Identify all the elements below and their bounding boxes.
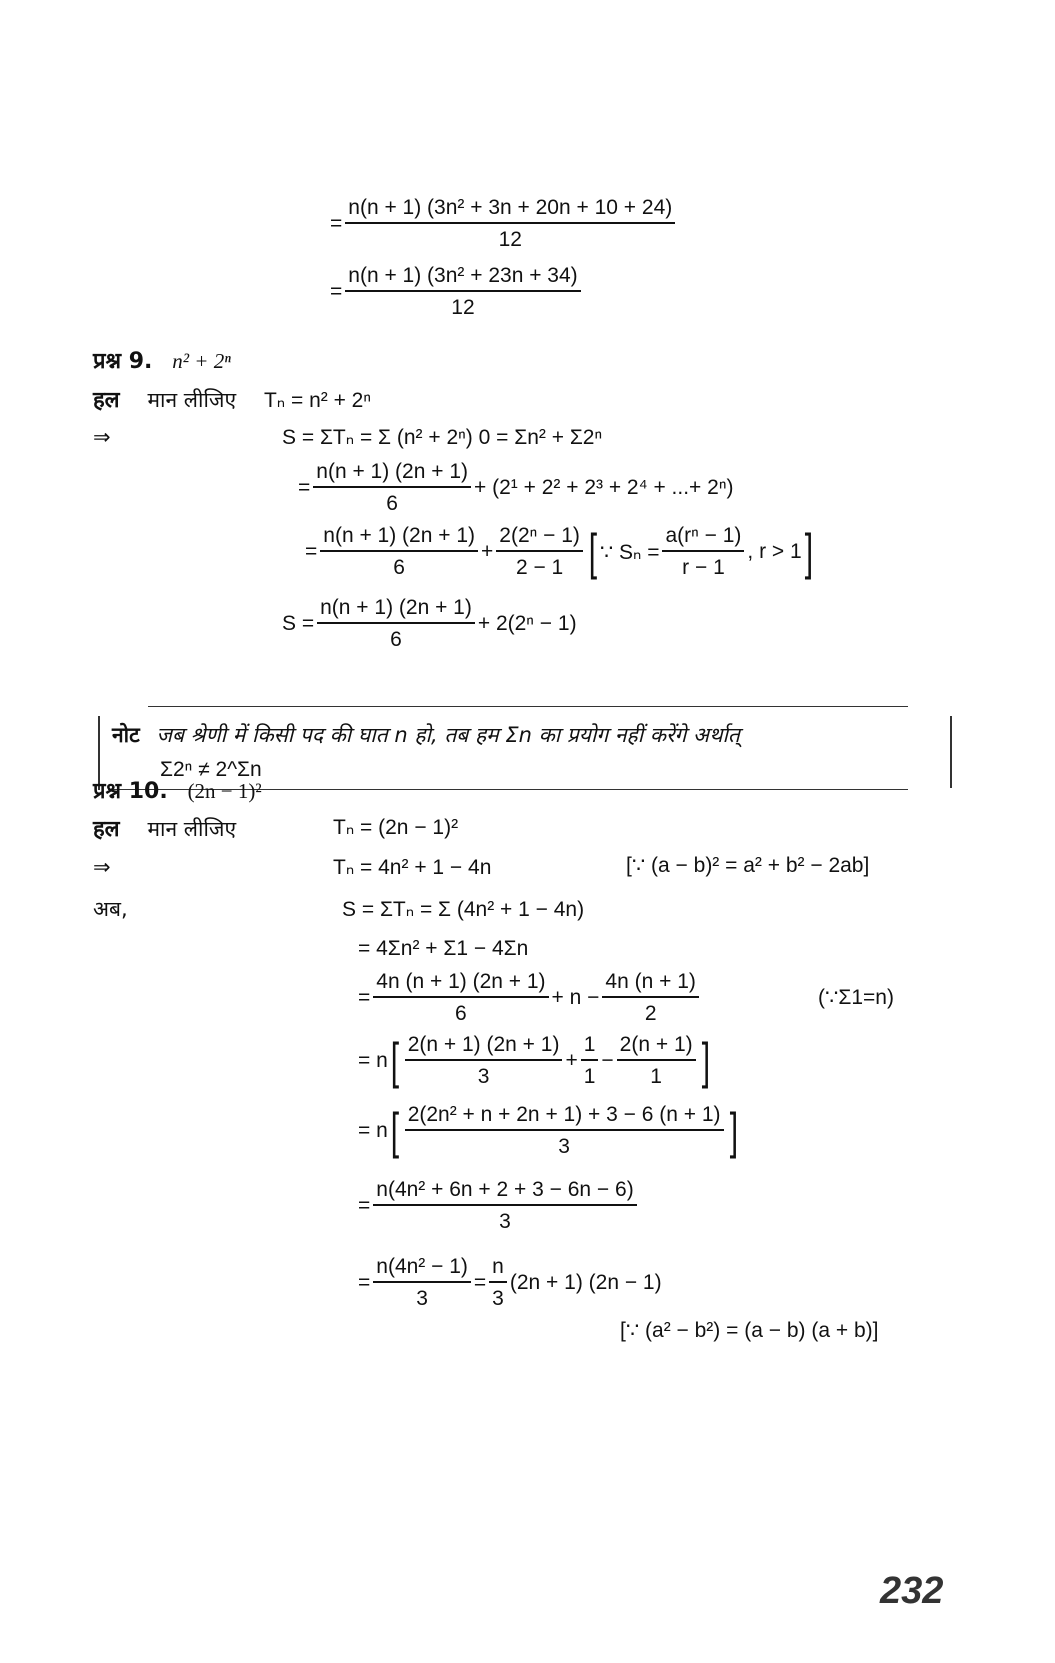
now-label: अब, (93, 897, 128, 921)
denominator: 3 (416, 1287, 428, 1311)
q10-line-7 (358, 1255, 662, 1311)
left-bracket: [ (390, 1033, 399, 1090)
denominator: 12 (498, 228, 522, 252)
right-bracket: ] (729, 1103, 738, 1160)
denominator: 1 (583, 1065, 596, 1089)
equals-sign: = (358, 1271, 371, 1295)
q9-line-3 (305, 524, 816, 580)
equals-sign: = (473, 1271, 487, 1295)
q10-line-2: = 4Σn² + Σ1 − 4Σn (358, 937, 529, 960)
equals-sign: = (330, 280, 343, 304)
numerator: 4n (n + 1) (2n + 1) (373, 970, 548, 998)
fraction (317, 596, 475, 652)
question-10-heading (93, 775, 262, 805)
q9-line-2 (298, 460, 734, 516)
question-expression: (2n − 1)² (187, 779, 262, 803)
question-label: प्रश्न 10. (93, 779, 168, 804)
equals-sign: = (298, 476, 311, 500)
gp-formula-label: ∵ Sₙ = (599, 540, 660, 564)
fraction (373, 970, 548, 1026)
q10-line-4 (358, 1033, 713, 1089)
numerator: n(4n² + 6n + 2 + 3 − 6n − 6) (373, 1178, 636, 1206)
q9-sum-line: S = ΣTₙ = Σ (n² + 2ⁿ) 0 = Σn² + Σ2ⁿ (282, 426, 603, 449)
q9-line-4 (282, 596, 577, 652)
fraction (662, 524, 744, 580)
let-text: मान लीजिए (147, 817, 237, 841)
right-bracket: ] (701, 1033, 710, 1090)
identity-note: [∵ (a − b)² = a² + b² − 2ab] (626, 854, 870, 877)
denominator: 2 − 1 (515, 556, 564, 580)
q9-solution-start (93, 384, 371, 414)
fraction (496, 524, 583, 580)
let-text: मान लीजिए (147, 388, 237, 412)
numerator: n(n + 1) (2n + 1) (313, 460, 471, 488)
fraction (405, 1103, 724, 1159)
lhs: S = (282, 612, 315, 636)
note-formula: Σ2ⁿ ≠ 2^Σn (160, 758, 262, 781)
gp-sum: + (2¹ + 2² + 2³ + 2⁴ + ...+ 2ⁿ) (474, 476, 734, 500)
minus-sign: − (601, 1049, 614, 1073)
equals-sign: = (330, 212, 343, 236)
numerator: 2(n + 1) (617, 1033, 696, 1061)
rest-term: + 2(2ⁿ − 1) (477, 612, 577, 636)
numerator: n (489, 1255, 507, 1283)
fraction (320, 524, 478, 580)
equals-n: = n (358, 1119, 388, 1143)
tn-definition: Tₙ = n² + 2ⁿ (263, 389, 372, 412)
fraction (345, 196, 675, 252)
fraction (405, 1033, 563, 1089)
denominator: 3 (558, 1135, 570, 1159)
implies-arrow: ⇒ (93, 856, 111, 879)
denominator: 2 (644, 1002, 657, 1026)
q10-line-3 (358, 970, 702, 1026)
fraction (313, 460, 471, 516)
middle-term: + n − (551, 986, 600, 1010)
equals-sign: = (305, 540, 318, 564)
q10-solution-start (93, 813, 236, 843)
note-top-rule (148, 706, 908, 707)
denominator: r − 1 (682, 556, 725, 580)
numerator: n(n + 1) (2n + 1) (317, 596, 475, 624)
note-right-rule (950, 716, 952, 788)
sum-one-note: (∵Σ1=n) (818, 986, 894, 1009)
solution-label: हल (93, 817, 120, 842)
question-expression: n² + 2ⁿ (172, 349, 231, 373)
denominator: 3 (499, 1210, 511, 1234)
q10-line-5 (358, 1103, 740, 1159)
numerator: a(rⁿ − 1) (662, 524, 744, 552)
tn-expanded: Tₙ = 4n² + 1 − 4n (333, 856, 492, 879)
solution-label: हल (93, 388, 120, 413)
top-line-2 (330, 264, 584, 320)
numerator: 2(2ⁿ − 1) (496, 524, 583, 552)
denominator: 6 (390, 628, 402, 652)
identity-note-2: [∵ (a² − b²) = (a − b) (a + b)] (620, 1319, 879, 1342)
numerator: 1 (581, 1033, 599, 1061)
product-term: (2n + 1) (2n − 1) (509, 1271, 662, 1295)
plus-sign: + (565, 1049, 578, 1073)
numerator: n(n + 1) (2n + 1) (320, 524, 478, 552)
numerator: n(4n² − 1) (373, 1255, 471, 1283)
left-bracket: [ (588, 524, 598, 581)
question-9-heading (93, 345, 231, 375)
fraction (581, 1033, 599, 1089)
denominator: 6 (393, 556, 405, 580)
left-bracket: [ (390, 1103, 399, 1160)
question-label: प्रश्न 9. (93, 349, 153, 374)
equals-sign: = (358, 986, 371, 1010)
numerator: 4n (n + 1) (602, 970, 698, 998)
numerator: 2(2n² + n + 2n + 1) + 3 − 6 (n + 1) (405, 1103, 724, 1131)
page-number: 232 (880, 1570, 944, 1612)
numerator: 2(n + 1) (2n + 1) (405, 1033, 563, 1061)
denominator: 6 (386, 492, 398, 516)
fraction (373, 1255, 471, 1311)
numerator: n(n + 1) (3n² + 23n + 34) (345, 264, 580, 292)
equals-sign: = (358, 1194, 371, 1218)
note-label: नोट (112, 723, 140, 747)
fraction (373, 1178, 636, 1234)
plus-sign: + (481, 540, 494, 564)
denominator: 1 (650, 1065, 662, 1089)
right-bracket: ] (804, 524, 813, 581)
denominator: 3 (477, 1065, 490, 1089)
fraction (489, 1255, 507, 1311)
denominator: 6 (455, 1002, 467, 1026)
fraction (602, 970, 698, 1026)
q10-line-6 (358, 1178, 640, 1234)
implies-arrow: ⇒ (93, 426, 111, 449)
equals-n: = n (358, 1049, 388, 1073)
tn-definition: Tₙ = (2n − 1)² (333, 816, 459, 839)
fraction (617, 1033, 696, 1089)
fraction (345, 264, 580, 320)
q10-sum-line: S = ΣTₙ = Σ (4n² + 1 − 4n) (342, 898, 585, 921)
note-body: जब श्रेणी में किसी पद की घात n हो, तब हम Σn का प्रयोग नहीं करेंगे अर्थात् (156, 723, 740, 747)
denominator: 3 (492, 1287, 504, 1311)
condition: , r > 1 (747, 540, 802, 564)
numerator: n(n + 1) (3n² + 3n + 20n + 10 + 24) (345, 196, 675, 224)
top-line-1 (330, 196, 678, 252)
denominator: 12 (451, 296, 475, 320)
